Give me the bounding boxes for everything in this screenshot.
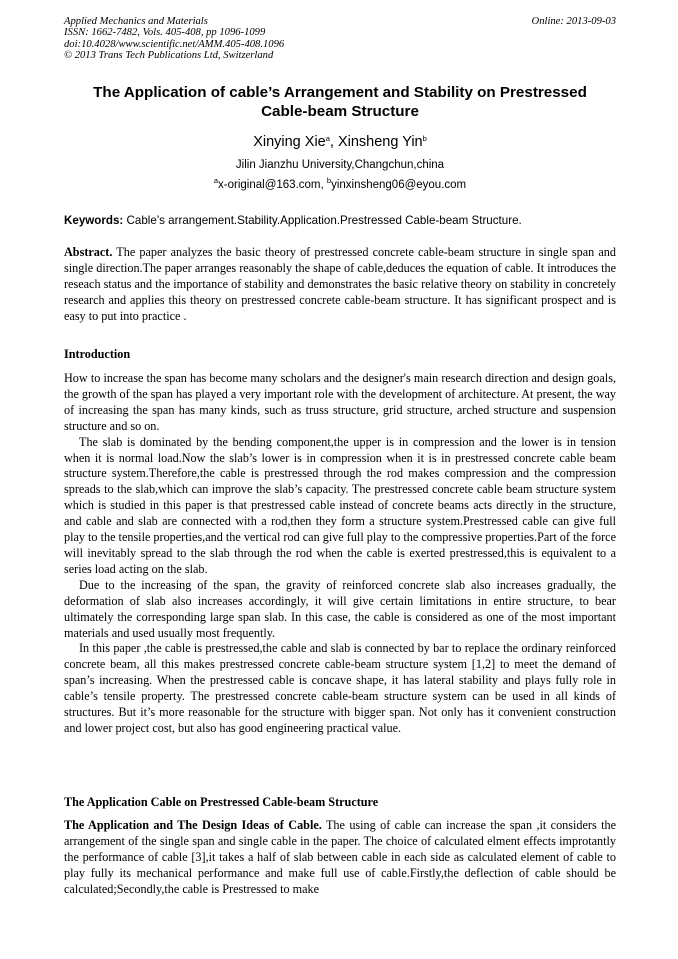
keywords-label: Keywords: (64, 214, 124, 227)
intro-paragraph-3: Due to the increasing of the span, the gravity of reinforced concrete slab also increases gradually, the deformation of slab also increases accordingly, it will give certain limitations in entire structure, to bear ultimately the corresponding large span slab. In this case, the cable is considered as one of the most important materials and used usually most frequently. (64, 577, 616, 640)
author-2: Xinsheng Yin (337, 134, 423, 150)
journal-name: Applied Mechanics and Materials (64, 16, 208, 27)
intro-paragraph-4: In this paper ,the cable is prestressed,the cable and slab is connected by bar to replace the ordinary reinforced concrete beam, all this makes prestressed concrete cable-beam structure system [1,2] to meet the demand of span’s increasing. When the prestressed cable is concave shape, it has lateral stability and plays fully role in cable’s tensile property. The prestressed concrete cable-beam structure system can be used in all kinds of structures. But it’s more reasonable for the structure with bigger span. Not only has it convenient construction and lower project cost, but also has good engineering practical value. (64, 641, 616, 735)
email-b: yinxinsheng06@eyou.com (331, 179, 467, 191)
email-b-sup: b (326, 176, 332, 185)
author-list (64, 133, 616, 151)
title-line-1: The Application of cable’s Arrangement and Stability on Prestressed (93, 84, 587, 101)
introduction-heading: Introduction (64, 347, 131, 361)
email-line (64, 178, 616, 192)
section-body (64, 818, 616, 898)
author-1-sup: a (325, 134, 330, 143)
title-line-2: Cable-beam Structure (261, 103, 419, 120)
affiliation: Jilin Jianzhu University,Changchun,china (235, 159, 445, 171)
author-1: Xinying Xie (253, 134, 326, 150)
email-a: x-original@163.com, (218, 179, 327, 191)
subsection-label: The Application and The Design Ideas of Cable. (64, 818, 322, 832)
abstract-label: Abstract. (64, 245, 113, 259)
journal-header (64, 16, 616, 62)
copyright-line: © 2013 Trans Tech Publications Ltd, Switzerland (64, 50, 274, 62)
subsection-text: The using of cable can increase the span ,it considers the arrangement of the single span and single cable in the paper. The choice of calculated elment effects improtantly the performance of cable [3],it takes a half of slab between cable in each side as calculated element of cable to play fully its mechanical performance and make full use of cable.Firstly,the deflection of cable should be calculated;Secondly,the cable is Prestressed to make (64, 818, 616, 896)
intro-paragraph-2: The slab is dominated by the bending component,the upper is in compression and the lower is in tension when it is normal load.Now the slab’s lower is in compression when it is in prestressed concrete cable beam structure system.Therefore,the cable is prestressed through the rod makes compression and the compression spreads to the slab,which can improve the slab’s capacity. The prestressed concrete cable beam structure system which is studied in this paper is that prestressed cable instead of concrete beams acts directly in the structure, and cable and slab are connected with a rod,then they form a structure system.Prestressed cable can give full play to the tensile properties,and the vertical rod can give full play to the compressive properties.Part of the force will inevitably spread to the slab through the rod when the cable is exerted prestressed,this is equivalent to a series load acting on the slab. (64, 434, 616, 576)
keywords (64, 214, 616, 228)
doi-line: doi:10.4028/www.scientific.net/AMM.405-408.1096 (64, 38, 285, 50)
author-separator: , (329, 134, 338, 150)
introduction-body (64, 371, 616, 737)
keywords-text: Cable’s arrangement.Stability.Application.Prestressed Cable-beam Structure. (123, 214, 522, 227)
intro-paragraph-1: How to increase the span has become many scholars and the designer's main research direction and design goals, the growth of the span has played a very important role with the development of architecture. At present, the way of increasing the span has many kinds, such as truss structure, grid structure, arched structure and suspension structure and so on. (64, 371, 616, 433)
online-date: Online: 2013-09-03 (531, 16, 616, 27)
abstract (64, 245, 616, 325)
paper-title (64, 83, 616, 121)
issn-line: ISSN: 1662-7482, Vols. 405-408, pp 1096-1099 (64, 27, 266, 39)
email-a-sup: a (213, 176, 219, 185)
section-heading: The Application Cable on Prestressed Cable-beam Structure (64, 795, 379, 809)
abstract-text: The paper analyzes the basic theory of prestressed concrete cable-beam structure in single span and single direction.The paper arranges reasonably the shape of cable,deduces the equation of cable. It introduces the reseach status and the importance of stability and demonstrates the basic relative theory on stability in concretely research and applies this theory on prestressed concrete cable-beam structure. It has significant prospect and is easy to put into practice . (64, 245, 616, 323)
author-2-sup: b (422, 134, 427, 143)
